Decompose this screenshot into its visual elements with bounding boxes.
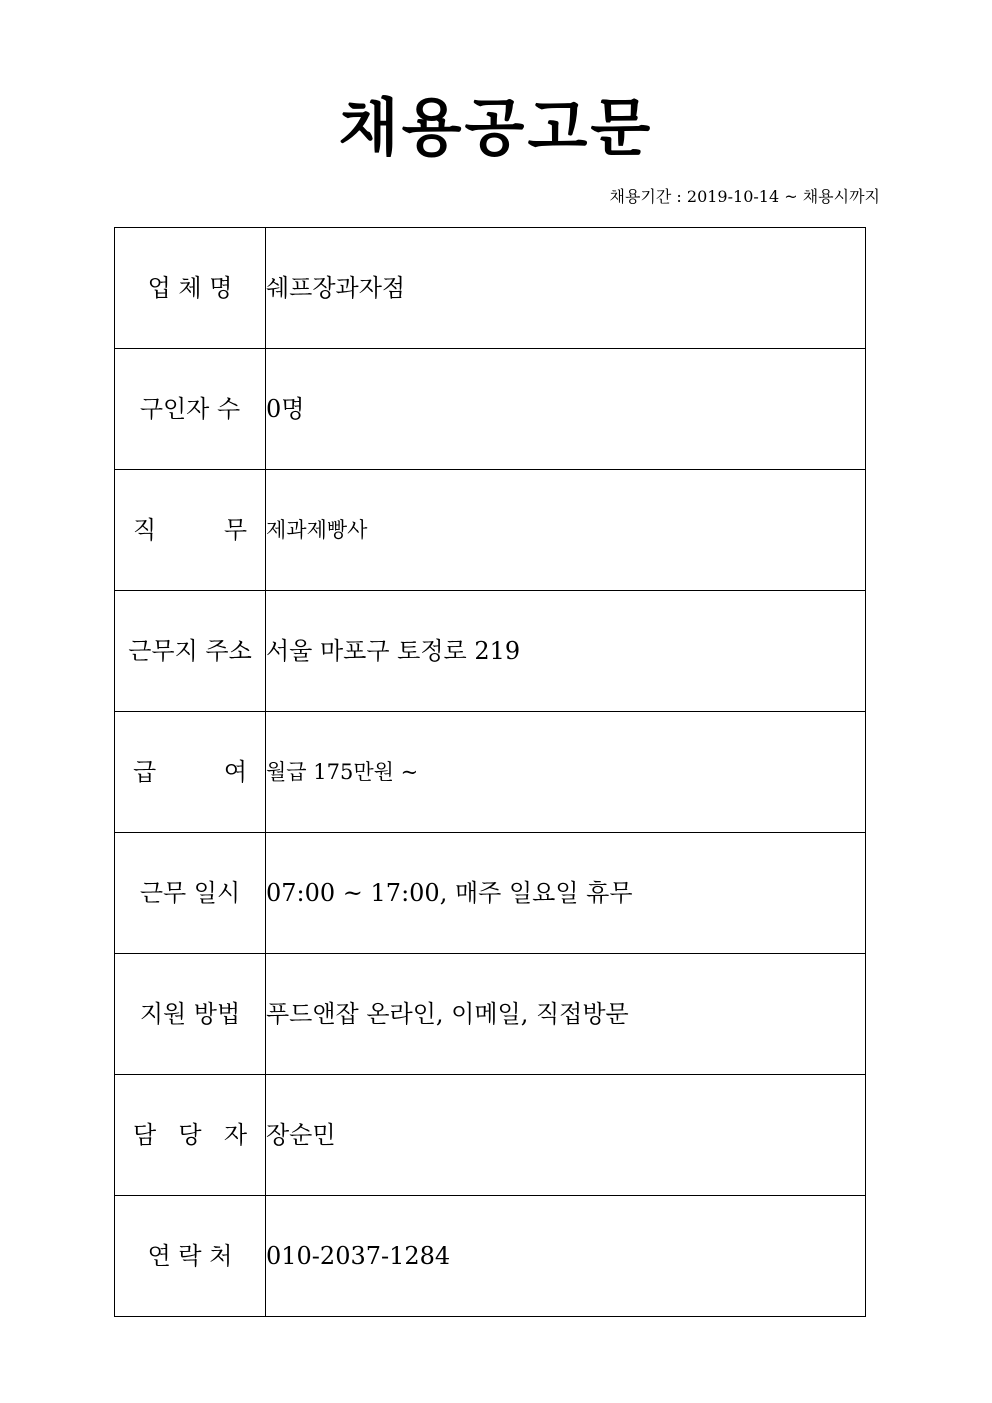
salary-label — [115, 712, 266, 833]
salary-label-part: 여 — [223, 758, 247, 786]
table-row-address — [115, 591, 866, 712]
table-row-company — [115, 228, 866, 349]
table-row-job — [115, 470, 866, 591]
apply-method-value: 푸드앤잡 온라인, 이메일, 직접방문 — [266, 954, 866, 1075]
contact-label: 연 락 처 — [115, 1196, 266, 1317]
table-row-manager — [115, 1075, 866, 1196]
salary-label-part: 급 — [133, 758, 157, 786]
contact-value: 010-2037-1284 — [266, 1196, 866, 1317]
address-value: 서울 마포구 토정로 219 — [266, 591, 866, 712]
page-title: 채용공고문 — [338, 91, 654, 164]
table-row-headcount — [115, 349, 866, 470]
job-value: 제과제빵사 — [266, 470, 866, 591]
salary-value: 월급 175만원 ~ — [266, 712, 866, 833]
apply-method-label: 지원 방법 — [115, 954, 266, 1075]
hours-label: 근무 일시 — [115, 833, 266, 954]
job-label-part: 직 — [133, 516, 157, 544]
job-label — [115, 470, 266, 591]
manager-label — [115, 1075, 266, 1196]
manager-label-part: 자 — [223, 1121, 247, 1149]
recruitment-period: 채용기간 : 2019-10-14 ~ 채용시까지 — [609, 187, 880, 206]
manager-label-part: 당 — [178, 1121, 202, 1149]
table-row-hours — [115, 833, 866, 954]
job-info-table — [114, 227, 866, 1317]
company-label: 업 체 명 — [115, 228, 266, 349]
company-value: 쉐프장과자점 — [266, 228, 866, 349]
address-label: 근무지 주소 — [115, 591, 266, 712]
table-row-salary — [115, 712, 866, 833]
hours-value: 07:00 ~ 17:00, 매주 일요일 휴무 — [266, 833, 866, 954]
table-row-contact — [115, 1196, 866, 1317]
manager-value: 장순민 — [266, 1075, 866, 1196]
manager-label-part: 담 — [133, 1121, 157, 1149]
headcount-label: 구인자 수 — [115, 349, 266, 470]
job-label-part: 무 — [223, 516, 247, 544]
table-row-apply — [115, 954, 866, 1075]
headcount-value: 0명 — [266, 349, 866, 470]
